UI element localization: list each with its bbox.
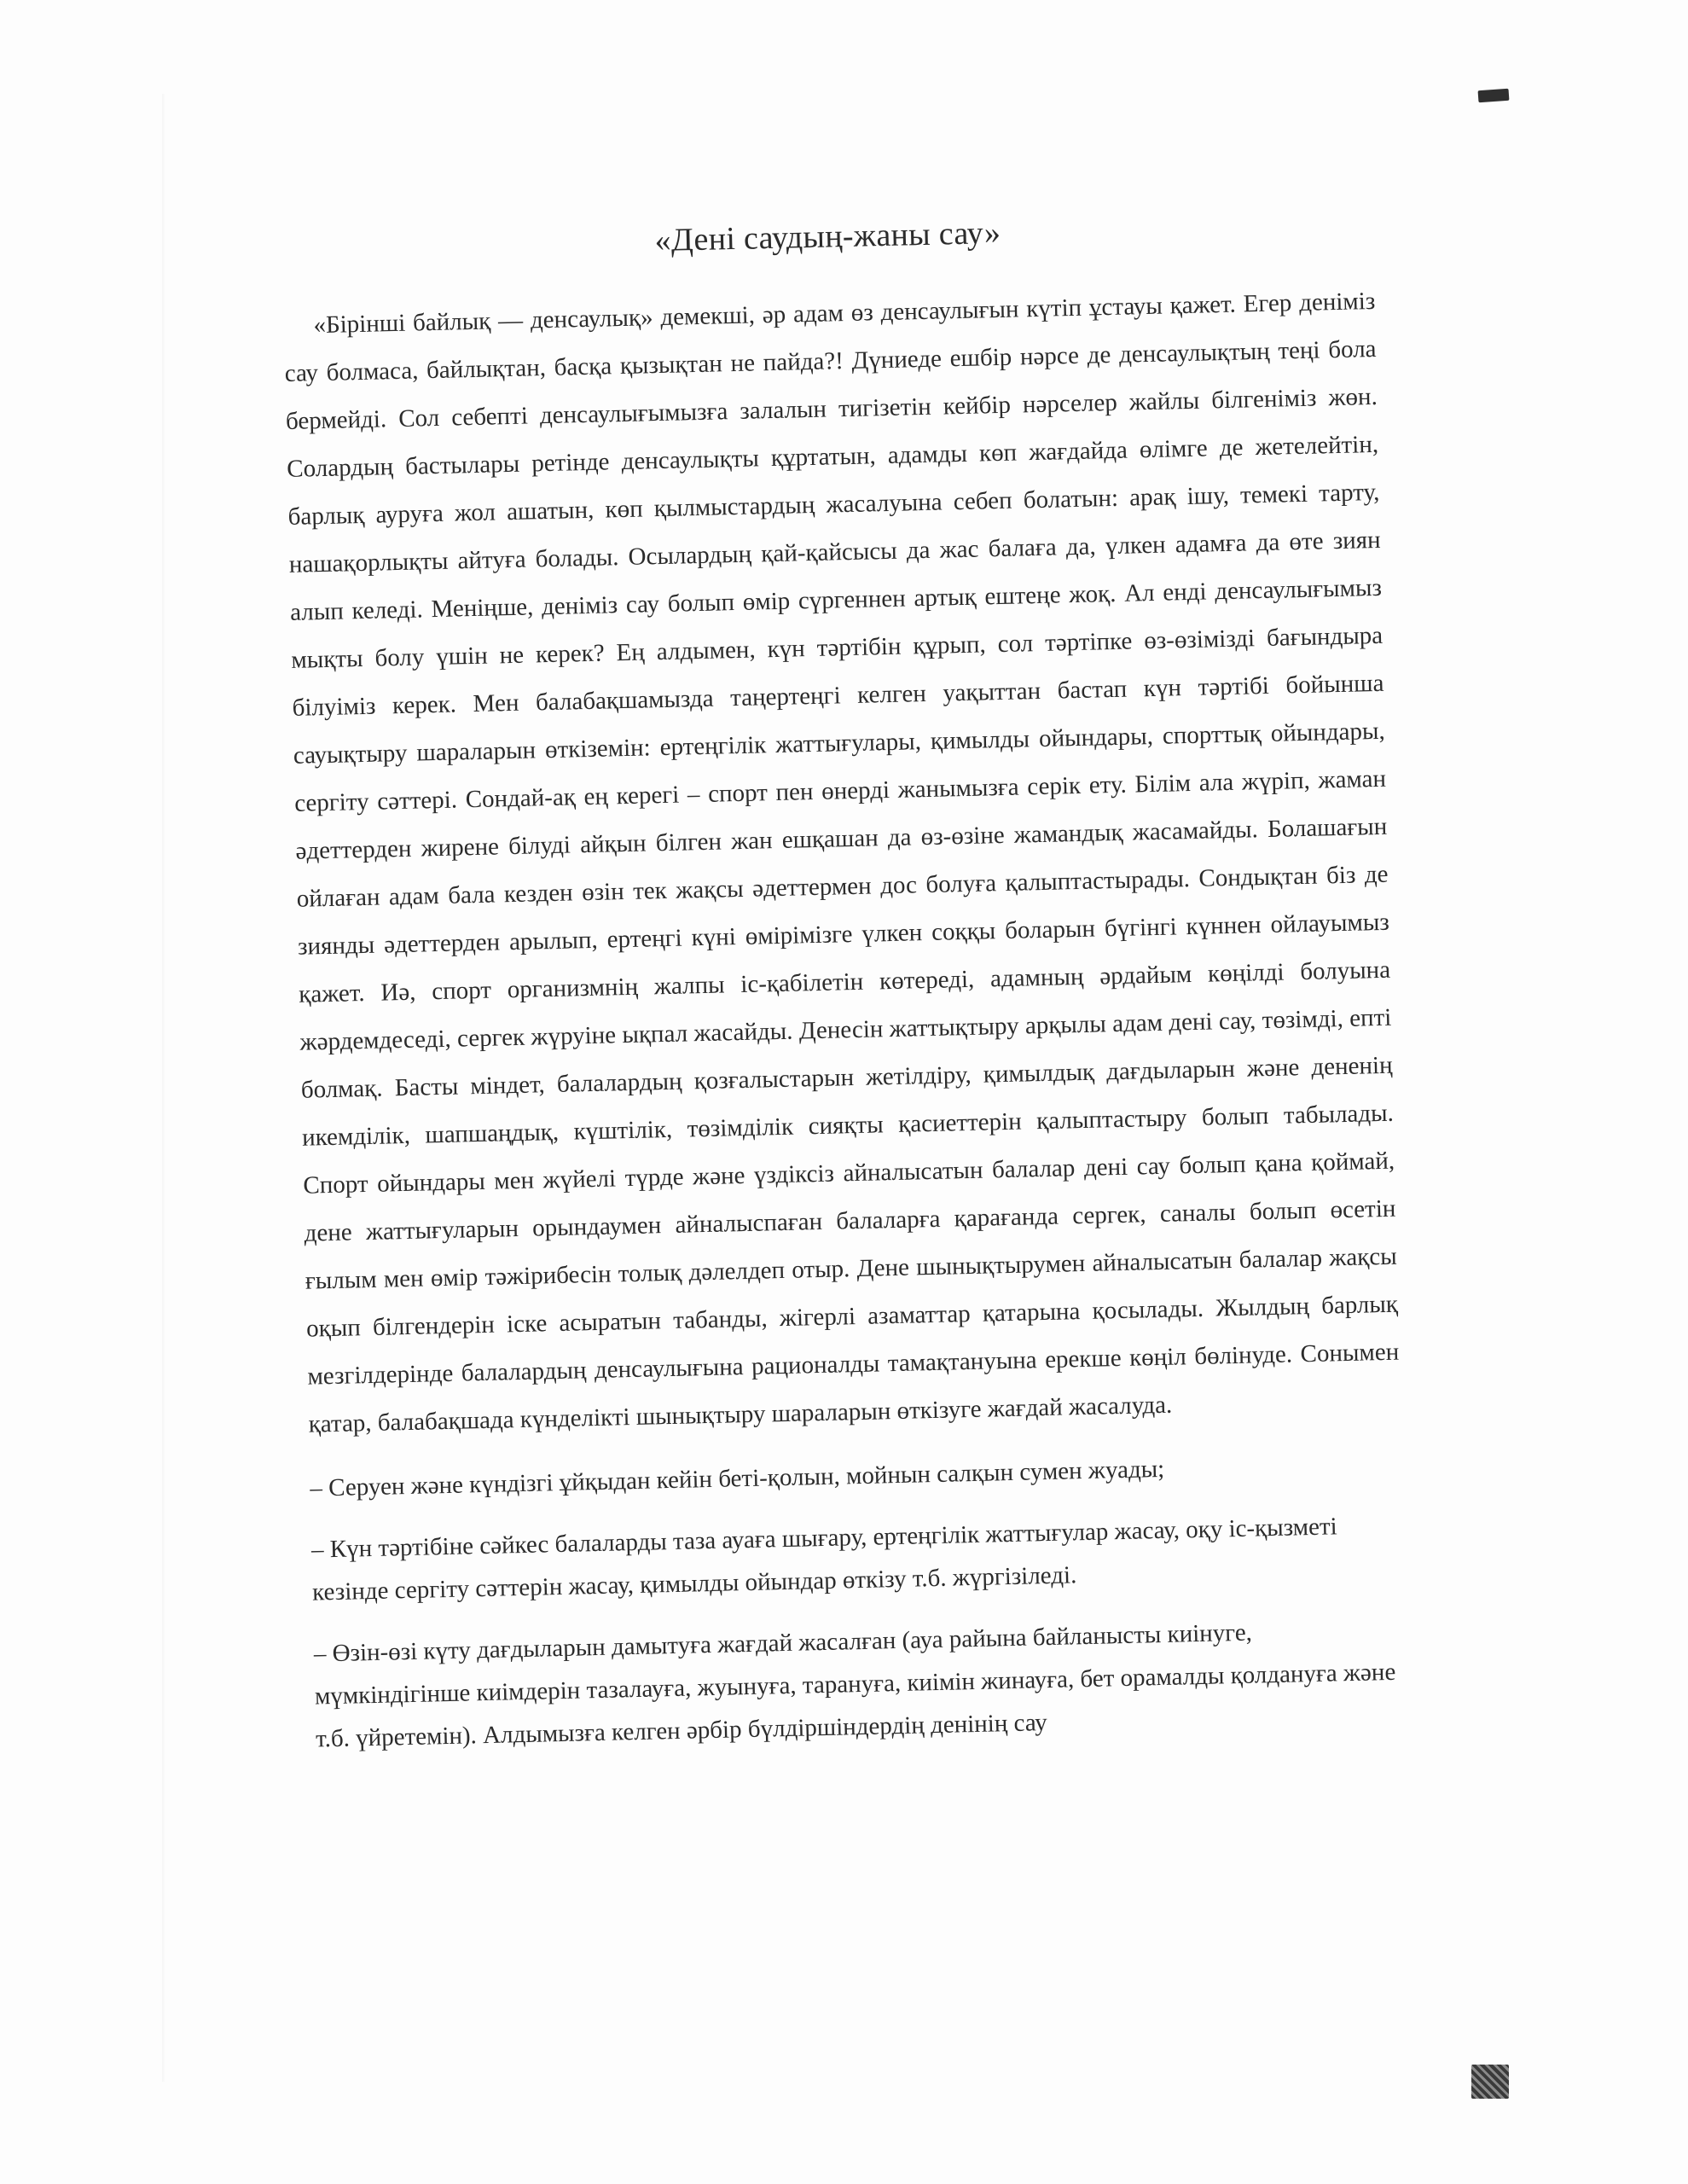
corner-scan-mark-top <box>1478 89 1510 102</box>
document-body <box>281 206 1407 1761</box>
corner-scan-mark-bottom <box>1471 2065 1509 2099</box>
page-edge-shadow <box>162 94 165 2082</box>
list-item-2: – Күн тәртібіне сәйкес балаларды таза ауаға шығару, ертеңгілік жаттығулар жасау, оқу іс-қызметі кезінде сергіту сәттерін жасау, қимылды ойындар өткізу т.б. жүргізіледі. <box>310 1513 1338 1606</box>
list-item-1: – Серуен және күндізгі ұйқыдан кейін беті-қолын, мойнын салқын сумен жуады; <box>310 1455 1165 1502</box>
document-title: «Дені саудың-жаны сау» <box>654 214 1001 259</box>
list-item-3: – Өзін-өзі күту дағдыларын дамытуға жағдай жасалған (ауа райына байланысты киінуге, мүмкіндігінше киімдерін тазалауға, жуынуға, тарануға, киімін жинауға, бет орамалды қолдануға және т.б. үйретемін). Алдымызға келген әрбір бүлдіршіндердің денінің сау <box>313 1618 1396 1753</box>
main-paragraph: «Бірінші байлық — денсаулық» демекші, әр адам өз денсаулығын күтіп ұстауы қажет. Егер деніміз сау болмаса, байлықтан, басқа қызықтан не пайда?! Дүниеде ешбір нәрсе де денсаулықтың теңі бола бермейді. Сол себепті денсаулығымызға залалын тигізетін кейбір нәрселер жайлы білгеніміз жөн. Солардың бастылары ретінде денсаулықты құртатын, адамды көп жағдайда өлімге де жетелейтін, барлық ауруға жол ашатын, көп қылмыстардың жасалуына себеп болатын: арақ ішу, темекі тарту, нашақорлықты айтуға болады. Осылардың қай-қайсысы да жас балаға да, үлкен адамға да өте зиян алып келеді. Меніңше, деніміз сау болып өмір сүргеннен артық ештеңе жоқ. Ал енді денсаулығымыз мықты болу үшін не керек? Ең алдымен, күн тәртібін құрып, сол тәртіпке өз-өзімізді бағындыра білуіміз керек. Мен балабақшамызда таңертеңгі келген уақыттан бастап күн тәртібі бойынша сауықтыру шараларын өткіземін: ертеңгілік жаттығулары, қимылды ойындары, спорттық ойындары, сергіту сәттері. Сондай-ақ ең керегі – спорт пен өнерді жанымызға серік ету. Білім ала жүріп, жаман әдеттерден жирене білуді айқын білген жан ешқашан да өз-өзіне жамандық жасамайды. Болашағын ойлаған адам бала кезден өзін тек жақсы әдеттермен дос болуға қалыптастырады. Сондықтан біз де зиянды әдеттерден арылып, ертеңгі күні өмірімізге үлкен соққы боларын бүгінгі күннен ойлауымыз қажет. Иә, спорт организмнің жалпы іс-қабілетін көтереді, адамның әрдайым көңілді болуына жәрдемдеседі, сергек жүруіне ықпал жасайды. Денесін жаттықтыру арқылы адам дені сау, төзімді, епті болмақ. Басты міндет, балалардың қозғалыстарын жетілдіру, қимылдық дағдыларын және дененің икемділік, шапшаңдық, күштілік, төзімділік сияқты қасиеттерін қалыптастыру болып табылады. Спорт ойындары мен жүйелі түрде және үздіксіз айналысатын балалар дені сау болып қана қоймай, дене жаттығуларын орындаумен айналыспаған балаларға қарағанда сергек, саналы болып өсетін ғылым мен өмір тәжірибесін толық дәлелдеп отыр. Дене шынықтырумен айналысатын балалар жақсы оқып білгендерін іске асыратын табанды, жігерлі азаматтар қатарына қосылады. Жылдың барлық мезгілдерінде балалардың денсаулығына рационалды тамақтануына ерекше көңіл бөлінуде. Сонымен қатар, балабақшада күнделікті шынықтыру шараларын өткізуге жағдай жасалуда. <box>284 287 1400 1438</box>
